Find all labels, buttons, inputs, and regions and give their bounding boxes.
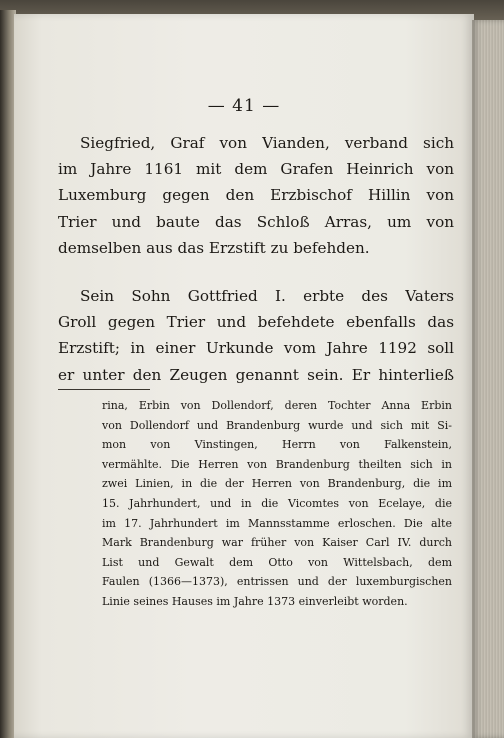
footnote-divider bbox=[58, 389, 150, 390]
text-line: Siegfried, Graf von Vianden, verband sich bbox=[80, 134, 454, 152]
paragraph-2 bbox=[58, 283, 454, 388]
book-page bbox=[14, 14, 474, 738]
footnote bbox=[102, 396, 452, 612]
text-line: er unter den Zeugen genannt sein. Er hinterließ bbox=[58, 365, 454, 384]
footnote-line: mon von Vinstingen, Herrn von Falkenstein, bbox=[102, 438, 452, 452]
footnote-line: Mark Brandenburg war früher von Kaiser Carl IV. durch bbox=[102, 536, 452, 550]
text-line: demselben aus das Erzstift zu befehden. bbox=[58, 238, 370, 257]
text-line: im Jahre 1161 mit dem Grafen Heinrich von bbox=[58, 160, 454, 179]
text-line: Trier und baute das Schloß Arras, um von bbox=[58, 212, 454, 231]
footnote-line: vermählte. Die Herren von Brandenburg theilten sich in bbox=[102, 457, 452, 471]
footnote-line: Linie seines Hauses im Jahre 1373 einverleibt worden. bbox=[102, 594, 408, 608]
footnote-line: 15. Jahrhundert, und in die Vicomtes von Ecelaye, die bbox=[102, 496, 452, 510]
footnote-line: rina, Erbin von Dollendorf, deren Tochter Anna Erbin bbox=[102, 399, 452, 412]
text-line: Erzstift; in einer Urkunde vom Jahre 1192 soll bbox=[58, 339, 454, 358]
text-line: Groll gegen Trier und befehdete ebenfalls das bbox=[58, 313, 454, 332]
footnote-line: zwei Linien, in die der Herren von Brandenburg, die im bbox=[102, 477, 452, 491]
footnote-line: von Dollendorf und Brandenburg wurde und sich mit Si- bbox=[102, 418, 452, 432]
page-edges-stack bbox=[472, 20, 504, 738]
text-line: Sein Sohn Gottfried I. erbte des Vaters bbox=[80, 287, 454, 306]
footnote-line: im 17. Jahrhundert im Mannsstamme erloschen. Die alte bbox=[102, 516, 452, 530]
text-line: Luxemburg gegen den Erzbischof Hillin von bbox=[58, 186, 454, 205]
main-text bbox=[58, 130, 454, 388]
page-number: — 41 — bbox=[207, 96, 281, 116]
paragraph-1 bbox=[58, 130, 454, 261]
footnote-line: List und Gewalt dem Otto von Wittelsbach, dem bbox=[102, 555, 452, 569]
footnote-line: Faulen (1366—1373), entrissen und der luxemburgischen bbox=[102, 575, 452, 589]
